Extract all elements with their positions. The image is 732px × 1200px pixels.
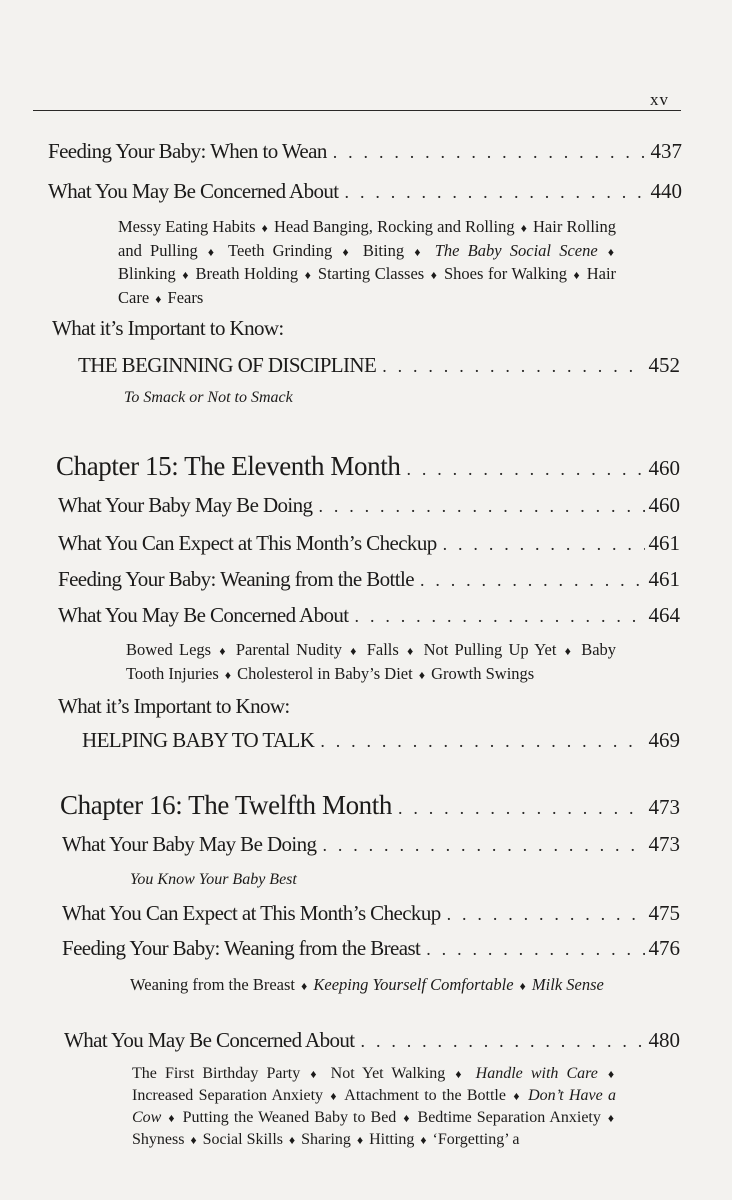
toc-entry-title: Feeding Your Baby: Weaning from the Bottle	[58, 567, 414, 591]
toc-entry-weaning-breast[interactable]	[62, 936, 680, 961]
toc-entry-page: 476	[648, 936, 680, 960]
leader-dots	[333, 142, 647, 163]
topic-list-440: Messy Eating Habits ♦ Head Banging, Rocking and Rolling ♦ Hair Rolling and Pulling ♦ Teeth Grinding ♦ Biting ♦ The Baby Social Scene ♦ Blinking ♦ Breath Holding ♦ Starting Classes ♦ Shoes for Walking ♦ Hair Care ♦ Fears	[118, 217, 617, 307]
toc-entry-title: What Your Baby May Be Doing	[62, 832, 317, 856]
toc-entry-page: 461	[648, 567, 680, 591]
toc-entry-page: 469	[648, 728, 680, 752]
topic-list-464: Bowed Legs ♦ Parental Nudity ♦ Falls ♦ Not Pulling Up Yet ♦ Baby Tooth Injuries ♦ Cholesterol in Baby’s Diet ♦ Growth Swings	[126, 640, 617, 683]
toc-entry-concerned-464[interactable]	[58, 603, 680, 628]
toc-entry-when-to-wean[interactable]	[48, 139, 682, 164]
toc-entry-page: 440	[650, 179, 682, 203]
toc-entry-concerned-480[interactable]	[64, 1028, 680, 1053]
leader-dots	[443, 534, 645, 555]
toc-entry-title: What You Can Expect at This Month’s Checkup	[58, 531, 437, 555]
toc-entry-page: 461	[648, 531, 680, 555]
topic-list-476: Weaning from the Breast ♦ Keeping Yourself Comfortable ♦ Milk Sense	[130, 975, 604, 994]
toc-entry-page: 480	[648, 1028, 680, 1052]
toc-entry-page: 473	[648, 832, 680, 856]
leader-dots	[426, 939, 644, 960]
important-label: What it’s Important to Know:	[58, 694, 290, 718]
toc-entry-title: What You Can Expect at This Month’s Checkup	[62, 901, 441, 925]
leader-dots	[398, 798, 645, 819]
chapter-16-heading[interactable]	[60, 790, 680, 821]
toc-entry-title: Feeding Your Baby: When to Wean	[48, 139, 327, 163]
leader-dots	[382, 356, 644, 377]
toc-entry-concerned-440[interactable]	[48, 179, 682, 204]
leader-dots	[318, 496, 644, 517]
toc-entry-page: 437	[650, 139, 682, 163]
toc-entry-title: What You May Be Concerned About	[48, 179, 339, 203]
leader-dots	[355, 606, 645, 627]
chapter-15-heading[interactable]	[56, 451, 680, 482]
toc-entry-page: 452	[648, 353, 680, 377]
toc-entry-title: What You May Be Concerned About	[64, 1028, 355, 1052]
toc-entry-doing-460[interactable]	[58, 493, 680, 518]
toc-entry-page: 475	[648, 901, 680, 925]
leader-dots	[322, 835, 644, 856]
subtopic-smack: To Smack or Not to Smack	[124, 389, 293, 406]
toc-entry-doing-473[interactable]	[62, 832, 680, 857]
leader-dots	[361, 1031, 645, 1052]
toc-entry-title: HELPING BABY TO TALK	[82, 728, 315, 752]
toc-entry-title: What Your Baby May Be Doing	[58, 493, 313, 517]
chapter-title: Chapter 15: The Eleventh Month	[56, 451, 401, 481]
toc-entry-title: What You May Be Concerned About	[58, 603, 349, 627]
leader-dots	[420, 570, 645, 591]
toc-entry-talk[interactable]	[82, 728, 680, 753]
chapter-page: 460	[648, 456, 680, 480]
header-rule	[33, 110, 681, 111]
important-label: What it’s Important to Know:	[52, 316, 284, 340]
chapter-title: Chapter 16: The Twelfth Month	[60, 790, 392, 820]
toc-entry-checkup-475[interactable]	[62, 901, 680, 926]
leader-dots	[320, 731, 644, 752]
topic-list-480: The First Birthday Party ♦ Not Yet Walking ♦ Handle with Care ♦ Increased Separation Anxiety ♦ Attachment to the Bottle ♦ Don’t Have a Cow ♦ Putting the Weaned Baby to Bed ♦ Bedtime Separation Anxiety ♦ Shyness ♦ Social Skills ♦ Sharing ♦ Hitting ♦ ‘Forgetting’ a	[132, 1065, 617, 1148]
toc-entry-title: Feeding Your Baby: Weaning from the Breast	[62, 936, 421, 960]
page-number: xv	[650, 90, 669, 109]
toc-entry-discipline[interactable]	[78, 353, 680, 378]
subtopic-know-baby: You Know Your Baby Best	[130, 871, 297, 888]
toc-entry-title: THE BEGINNING OF DISCIPLINE	[78, 353, 377, 377]
toc-entry-weaning-bottle[interactable]	[58, 567, 680, 592]
toc-entry-checkup-461[interactable]	[58, 531, 680, 556]
leader-dots	[345, 182, 647, 203]
chapter-page: 473	[648, 795, 680, 819]
toc-entry-page: 464	[648, 603, 680, 627]
leader-dots	[406, 459, 644, 480]
toc-entry-page: 460	[648, 493, 680, 517]
leader-dots	[447, 904, 645, 925]
